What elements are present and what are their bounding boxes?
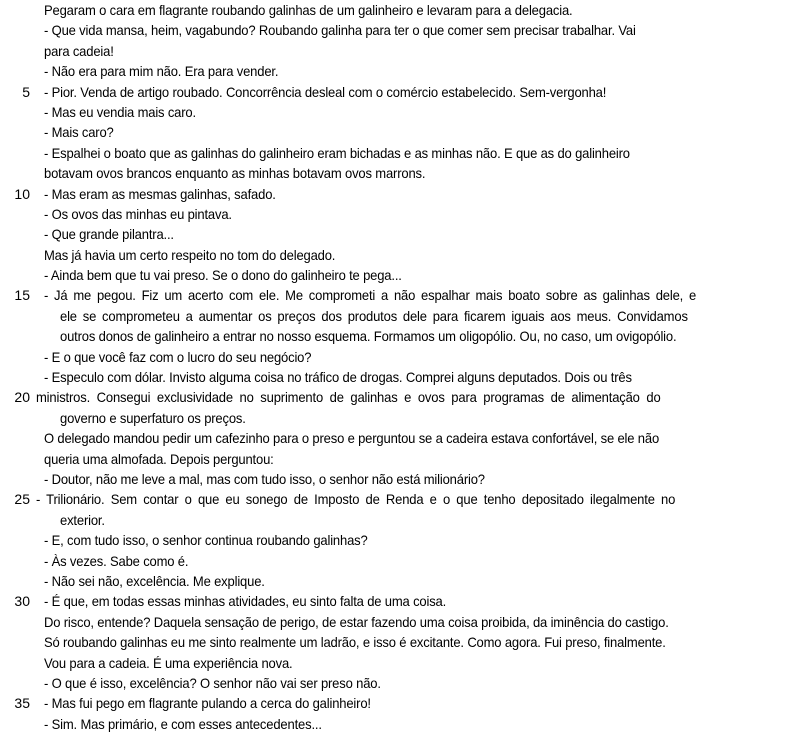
line-content: - Já me pegou. Fiz um acerto com ele. Me comprometi a não espalhar mais boato sobre as galinhas dele, e: [44, 287, 697, 304]
line-content: ministros. Consegui exclusividade no suprimento de galinhas e ovos para programas de alimentação do: [36, 389, 661, 406]
line-content: - Mas eram as mesmas galinhas, safado.: [44, 185, 276, 202]
line-content: - Não era para mim não. Era para vender.: [44, 63, 279, 80]
text-line: [0, 184, 790, 204]
line-content: - Não sei não, excelência. Me explique.: [44, 572, 265, 589]
text-line: [0, 306, 790, 326]
text-line: [0, 347, 790, 367]
text-line: [0, 408, 790, 428]
text-line: [0, 0, 790, 20]
text-line: [0, 143, 790, 163]
text-line: [0, 20, 790, 40]
line-number: 15: [14, 287, 30, 304]
line-content: governo e superfaturo os preços.: [60, 409, 246, 426]
text-line: [0, 224, 790, 244]
line-number: 20: [14, 389, 30, 406]
line-content: Do risco, entende? Daquela sensação de perigo, de estar fazendo uma coisa proibida, da iminência do castigo.: [44, 613, 669, 630]
line-content: - Que grande pilantra...: [44, 226, 174, 243]
text-line: [0, 571, 790, 591]
text-line: [0, 653, 790, 673]
line-content: ele se comprometeu a aumentar os preços dos produtos dele para ficarem iguais aos meus. Convidamos: [60, 307, 688, 324]
text-line: [0, 469, 790, 489]
text-line: [0, 367, 790, 387]
line-content: - E, com tudo isso, o senhor continua roubando galinhas?: [44, 532, 368, 549]
text-line: [0, 265, 790, 285]
text-line: [0, 61, 790, 81]
line-content: - É que, em todas essas minhas atividades, eu sinto falta de uma coisa.: [44, 593, 447, 610]
line-content: - Que vida mansa, heim, vagabundo? Roubando galinha para ter o que comer sem precisar trabalhar. Vai: [44, 22, 636, 39]
text-line: [0, 449, 790, 469]
line-content: exterior.: [60, 511, 105, 528]
line-content: - Os ovos das minhas eu pintava.: [44, 205, 232, 222]
line-content: - Às vezes. Sabe como é.: [44, 552, 189, 569]
text-line: [0, 632, 790, 652]
line-content: botavam ovos brancos enquanto as minhas botavam ovos marrons.: [44, 165, 426, 182]
line-content: Pegaram o cara em flagrante roubando galinhas de um galinheiro e levaram para a delegacia.: [44, 2, 573, 18]
line-number: 10: [14, 185, 30, 202]
line-content: - Mas eu vendia mais caro.: [44, 103, 196, 120]
text-line: [0, 693, 790, 713]
text-line: [0, 245, 790, 265]
line-content: Só roubando galinhas eu me sinto realmente um ladrão, e isso é excitante. Como agora. Fui preso, finalmente.: [44, 634, 666, 651]
line-content: - Pior. Venda de artigo roubado. Concorrência desleal com o comércio estabelecido. Sem-vergonha!: [44, 83, 607, 100]
text-line: [0, 510, 790, 530]
line-content: - Ainda bem que tu vai preso. Se o dono do galinheiro te pega...: [44, 267, 402, 284]
text-line: [0, 551, 790, 571]
line-number: 5: [22, 83, 30, 100]
text-line: [0, 387, 790, 407]
text-line: [0, 102, 790, 122]
line-content: outros donos de galinheiro a entrar no nosso esquema. Formamos um oligopólio. Ou, no caso, um ovigopólio.: [60, 328, 677, 345]
text-line: [0, 489, 790, 509]
text-line: [0, 41, 790, 61]
text-line: [0, 285, 790, 305]
line-content: queria uma almofada. Depois perguntou:: [44, 450, 274, 467]
text-line: [0, 204, 790, 224]
line-content: - Trilionário. Sem contar o que eu sonego de Imposto de Renda e o que tenho depositado ilegalmente no: [36, 491, 676, 508]
line-content: Vou para a cadeia. É uma experiência nova.: [44, 654, 293, 671]
text-line: [0, 326, 790, 346]
text-line: [0, 428, 790, 448]
line-content: para cadeia!: [44, 42, 114, 59]
text-line: [0, 82, 790, 102]
line-number: 35: [14, 695, 30, 712]
text-line: [0, 612, 790, 632]
text-line: [0, 163, 790, 183]
text-line: [0, 591, 790, 611]
line-content: - Espalhei o boato que as galinhas do galinheiro eram bichadas e as minhas não. E que as do galinheiro: [44, 144, 630, 161]
line-number: 25: [14, 491, 30, 508]
line-content: - E o que você faz com o lucro do seu negócio?: [44, 348, 312, 365]
text-line: [0, 714, 790, 734]
line-content: O delegado mandou pedir um cafezinho para o preso e perguntou se a cadeira estava confortável, se ele não: [44, 430, 660, 447]
text-line: [0, 122, 790, 142]
line-content: - O que é isso, excelência? O senhor não vai ser preso não.: [44, 674, 381, 691]
line-content: - Mais caro?: [44, 124, 114, 141]
line-number: 30: [14, 593, 30, 610]
text-line: [0, 530, 790, 550]
line-content: - Sim. Mas primário, e com esses antecedentes...: [44, 715, 322, 732]
line-content: - Especulo com dólar. Invisto alguma coisa no tráfico de drogas. Comprei alguns deputados. Dois ou três: [44, 369, 632, 386]
line-content: Mas já havia um certo respeito no tom do delegado.: [44, 246, 336, 263]
text-line: [0, 673, 790, 693]
line-content: - Mas fui pego em flagrante pulando a cerca do galinheiro!: [44, 695, 371, 712]
line-content: - Doutor, não me leve a mal, mas com tudo isso, o senhor não está milionário?: [44, 470, 485, 487]
